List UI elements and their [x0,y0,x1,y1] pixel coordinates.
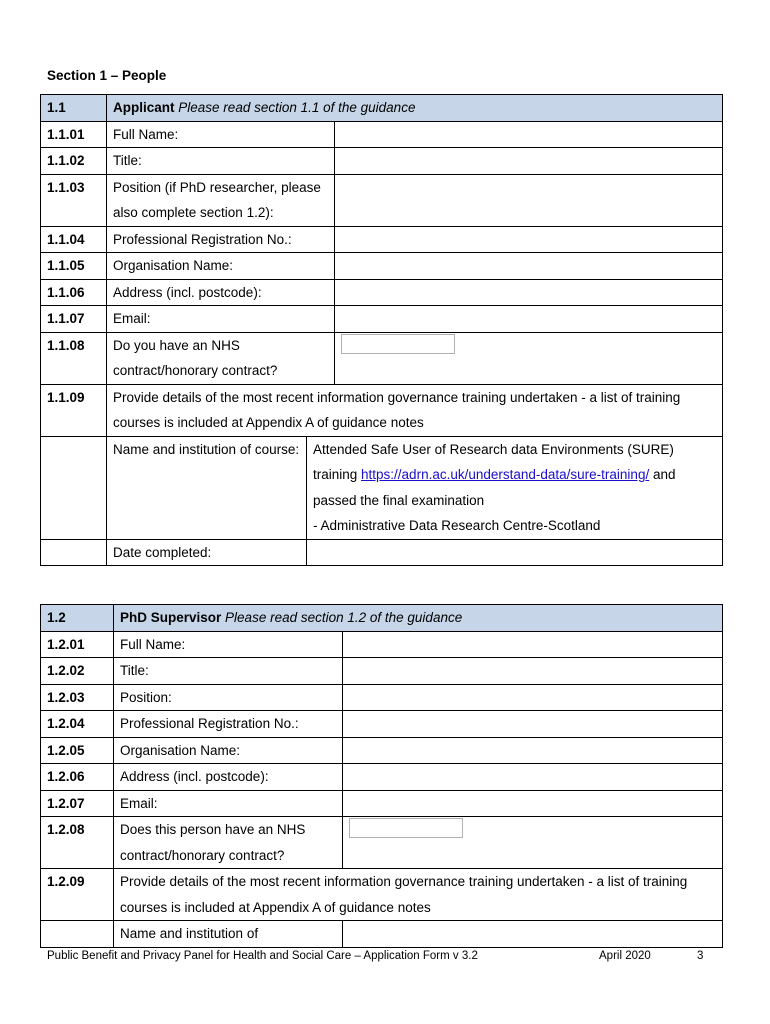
row-label: Professional Registration No.: [107,226,335,253]
table-header-row [41,95,723,122]
empty-cell [41,921,114,948]
row-number: 1.2.06 [41,764,114,791]
section-heading-title: PhD Supervisor [120,610,222,625]
row-number: 1.1.04 [41,226,107,253]
date-completed-field[interactable] [307,539,723,566]
nhs-contract-field[interactable] [341,334,455,354]
row-label: Address (incl. postcode): [114,764,343,791]
table-row [41,737,723,764]
row-number: 1.1.06 [41,279,107,306]
table-row [41,539,723,566]
table-row [41,384,723,436]
section-number: 1.2 [41,605,114,632]
title-field[interactable] [335,148,723,175]
table-row [41,790,723,817]
row-label: Full Name: [114,631,343,658]
row-label: Provide details of the most recent information governance training undertaken - a list of training courses is included at Appendix A of guidance notes [114,869,723,921]
course-value [307,436,723,539]
row-label: Do you have an NHS contract/honorary contract? [107,332,335,384]
course-label: Name and institution of course: [107,436,307,539]
table-row [41,306,723,333]
row-label: Email: [107,306,335,333]
section-heading-note: Please read section 1.2 of the guidance [225,610,463,625]
table-row [41,631,723,658]
registration-field[interactable] [335,226,723,253]
section-heading-note: Please read section 1.1 of the guidance [178,100,416,115]
empty-cell [41,436,107,539]
supervisor-full-name-field[interactable] [343,631,723,658]
row-number: 1.1.07 [41,306,107,333]
row-label: Professional Registration No.: [114,711,343,738]
row-number: 1.2.08 [41,817,114,869]
section-title: Section 1 – People [47,68,167,83]
row-label: Provide details of the most recent information governance training undertaken - a list of training courses is included at Appendix A of guidance notes [107,384,723,436]
row-label: Address (incl. postcode): [107,279,335,306]
table-row [41,332,723,384]
table-row [41,174,723,226]
row-number: 1.1.09 [41,384,107,436]
row-number: 1.2.03 [41,684,114,711]
row-label: Email: [114,790,343,817]
organisation-field[interactable] [335,253,723,280]
table-row [41,253,723,280]
row-number: 1.1.01 [41,121,107,148]
section-heading [107,95,723,122]
supervisor-address-field[interactable] [343,764,723,791]
table-row [41,711,723,738]
course-value-text: Attended Safe User of Research data Environments (SURE) training [313,441,674,482]
position-field[interactable] [335,174,723,226]
table-row [41,921,723,948]
table-row [41,436,723,539]
course-value-text-end: and passed the final examination [313,467,676,508]
table-row [41,279,723,306]
row-label: Position: [114,684,343,711]
table-row [41,226,723,253]
date-label: Date completed: [107,539,307,566]
supervisor-email-field[interactable] [343,790,723,817]
supervisor-position-field[interactable] [343,684,723,711]
row-number: 1.1.05 [41,253,107,280]
row-label: Organisation Name: [114,737,343,764]
row-label: Full Name: [107,121,335,148]
row-label: Organisation Name: [107,253,335,280]
row-number: 1.1.02 [41,148,107,175]
section-heading-title: Applicant [113,100,175,115]
row-number: 1.2.05 [41,737,114,764]
course-value-institution: - Administrative Data Research Centre-Scotland [313,518,601,533]
footer-text: Public Benefit and Privacy Panel for Health and Social Care – Application Form v 3.2 [47,950,478,962]
applicant-table [40,94,723,566]
supervisor-organisation-field[interactable] [343,737,723,764]
table-row [41,817,723,869]
row-number: 1.2.07 [41,790,114,817]
row-number: 1.2.04 [41,711,114,738]
table-row [41,148,723,175]
table-row [41,684,723,711]
footer-date: April 2020 [599,950,651,962]
row-number: 1.2.01 [41,631,114,658]
supervisor-course-field[interactable] [343,921,723,948]
page-number: 3 [697,950,704,962]
supervisor-table [40,604,723,948]
sure-training-link[interactable]: https://adrn.ac.uk/understand-data/sure-training/ [361,467,650,482]
course-label: Name and institution of [114,921,343,948]
row-number: 1.1.08 [41,332,107,384]
supervisor-nhs-contract-cell [343,817,723,869]
table-row [41,764,723,791]
row-label: Does this person have an NHS contract/honorary contract? [114,817,343,869]
row-label: Title: [107,148,335,175]
row-number: 1.2.02 [41,658,114,685]
supervisor-title-field[interactable] [343,658,723,685]
nhs-contract-cell [335,332,723,384]
row-label: Title: [114,658,343,685]
table-row [41,658,723,685]
table-header-row [41,605,723,632]
section-heading [114,605,723,632]
supervisor-registration-field[interactable] [343,711,723,738]
table-row [41,121,723,148]
row-number: 1.2.09 [41,869,114,921]
section-number: 1.1 [41,95,107,122]
empty-cell [41,539,107,566]
row-number: 1.1.03 [41,174,107,226]
email-field[interactable] [335,306,723,333]
address-field[interactable] [335,279,723,306]
row-label: Position (if PhD researcher, please also complete section 1.2): [107,174,335,226]
table-row [41,869,723,921]
full-name-field[interactable] [335,121,723,148]
supervisor-nhs-contract-field[interactable] [349,818,463,838]
